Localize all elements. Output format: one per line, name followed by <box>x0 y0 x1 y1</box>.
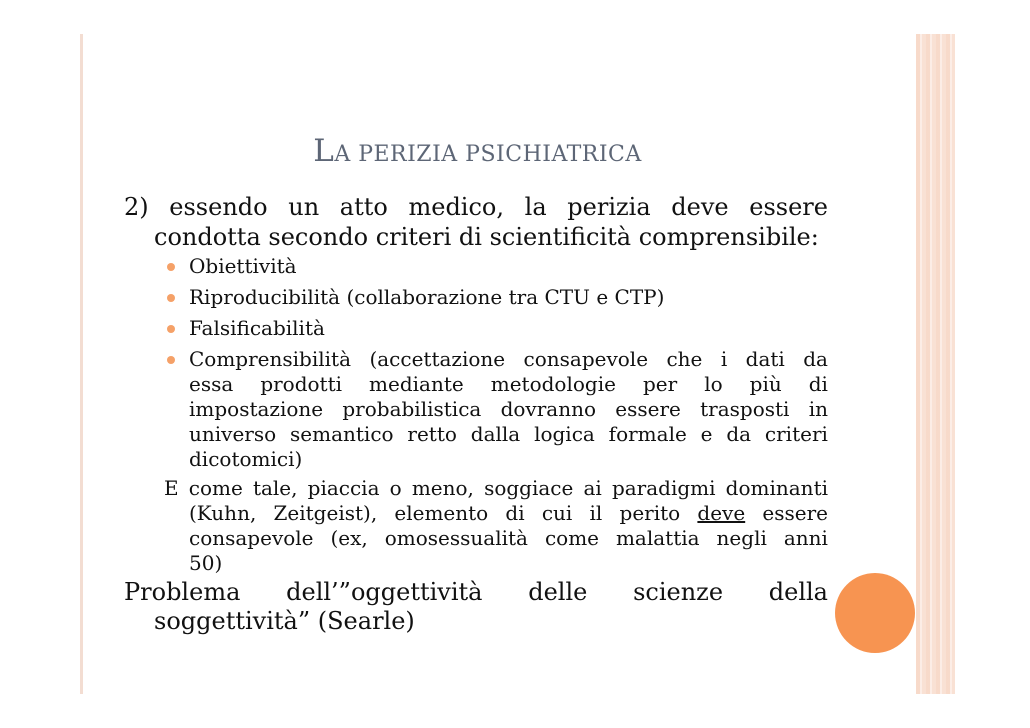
word: universo <box>189 422 277 446</box>
bullet-dot-icon <box>167 263 175 271</box>
word: piaccia <box>307 476 380 500</box>
word: di <box>808 372 828 396</box>
word: prodotti <box>260 372 343 396</box>
word: il <box>589 501 603 525</box>
word: Zeitgeist), <box>273 501 378 525</box>
word: da <box>726 422 752 446</box>
word: deve <box>671 193 729 221</box>
slide-body <box>124 193 828 636</box>
word: tale, <box>252 476 298 500</box>
closing-line-2: soggettività” (Searle) <box>154 607 415 635</box>
word: meno, <box>411 476 474 500</box>
word: cui <box>541 501 573 525</box>
closing-statement <box>124 578 828 636</box>
word: più <box>749 372 782 396</box>
bullet-text: Falsificabilità <box>189 316 325 340</box>
word: anni <box>783 526 828 550</box>
word: (Kuhn, <box>189 501 257 525</box>
word: ai <box>583 476 602 500</box>
word: elemento <box>394 501 489 525</box>
word: da <box>803 347 828 371</box>
word: retto <box>407 422 457 446</box>
word: perizia <box>567 193 651 221</box>
word: atto <box>339 193 388 221</box>
comprensibilita-line-5: dicotomici) <box>189 447 303 471</box>
word: Comprensibilità <box>189 347 352 371</box>
word: formale <box>608 422 687 446</box>
word: delle <box>528 578 588 606</box>
word: (ex, <box>330 526 368 550</box>
word: semantico <box>290 422 394 446</box>
bullet-item-comprensibilita <box>124 347 828 472</box>
paragraph-line-3 <box>124 526 828 551</box>
bullet-text: Obiettività <box>189 254 297 278</box>
word: la <box>524 193 547 221</box>
word: essere <box>615 397 681 421</box>
word: paradigmi <box>611 476 716 500</box>
word: perito <box>619 501 681 525</box>
paragraph-line-1 <box>124 476 828 501</box>
word: dovranno <box>500 397 597 421</box>
word: E <box>164 476 179 500</box>
word: mediante <box>369 372 464 396</box>
word: soggiace <box>484 476 574 500</box>
word: dalla <box>470 422 521 446</box>
comprensibilita-line-3 <box>124 397 828 422</box>
paragraph-line-2 <box>124 501 828 526</box>
word: metodologie <box>490 372 616 396</box>
word: probabilistica <box>342 397 482 421</box>
word: (accettazione <box>369 347 506 371</box>
word: essere <box>762 501 828 525</box>
paragraph-line-4: 50) <box>189 551 223 575</box>
word: impostazione <box>189 397 324 421</box>
underlined-word-deve: deve <box>697 501 746 525</box>
word: dati <box>745 347 785 371</box>
bullet-list <box>124 254 828 472</box>
word: malattia <box>615 526 700 550</box>
word: un <box>288 193 320 221</box>
word: essa <box>189 372 234 396</box>
word: essendo <box>169 193 268 221</box>
word: per <box>642 372 678 396</box>
word: essere <box>749 193 828 221</box>
word: di <box>505 501 525 525</box>
bullet-dot-icon <box>167 294 175 302</box>
bullet-dot-icon <box>167 325 175 333</box>
word: come <box>188 476 243 500</box>
intro-line-1 <box>124 193 828 222</box>
word: negli <box>716 526 767 550</box>
bullet-dot-icon <box>167 356 175 364</box>
intro-line-2: condotta secondo criteri di scientificità comprensibile: <box>154 223 819 251</box>
word: in <box>808 397 828 421</box>
word: scienze <box>633 578 724 606</box>
comprensibilita-line-4 <box>124 422 828 447</box>
word: che <box>666 347 703 371</box>
title-first-letter: L <box>313 133 335 169</box>
orange-circle-decoration <box>835 573 915 653</box>
word: lo <box>704 372 723 396</box>
bullet-item-obiettivita <box>124 254 828 279</box>
word: come <box>544 526 599 550</box>
word: dell’”oggettività <box>286 578 483 606</box>
word: consapevole <box>523 347 649 371</box>
title-rest: A PERIZIA PSICHIATRICA <box>334 142 642 167</box>
word: Problema <box>124 578 241 606</box>
closing-line-1 <box>124 578 828 607</box>
word: i <box>720 347 728 371</box>
slide-title <box>0 133 955 169</box>
comprensibilita-line-2 <box>124 372 828 397</box>
comprensibilita-line-1 <box>124 347 828 372</box>
bullet-item-falsificabilita <box>124 316 828 341</box>
bullet-text: Riproducibilità (collaborazione tra CTU e CTP) <box>189 285 665 309</box>
word: consapevole <box>189 526 314 550</box>
bullet-item-riproducibilita <box>124 285 828 310</box>
word: criteri <box>764 422 828 446</box>
word: 2) <box>124 193 149 221</box>
word: logica <box>534 422 595 446</box>
word: della <box>768 578 828 606</box>
word: e <box>700 422 713 446</box>
word: trasposti <box>700 397 790 421</box>
word: omosessualità <box>384 526 528 550</box>
word: medico, <box>408 193 505 221</box>
paradigm-paragraph <box>124 476 828 576</box>
word: o <box>389 476 402 500</box>
word: dominanti <box>725 476 828 500</box>
